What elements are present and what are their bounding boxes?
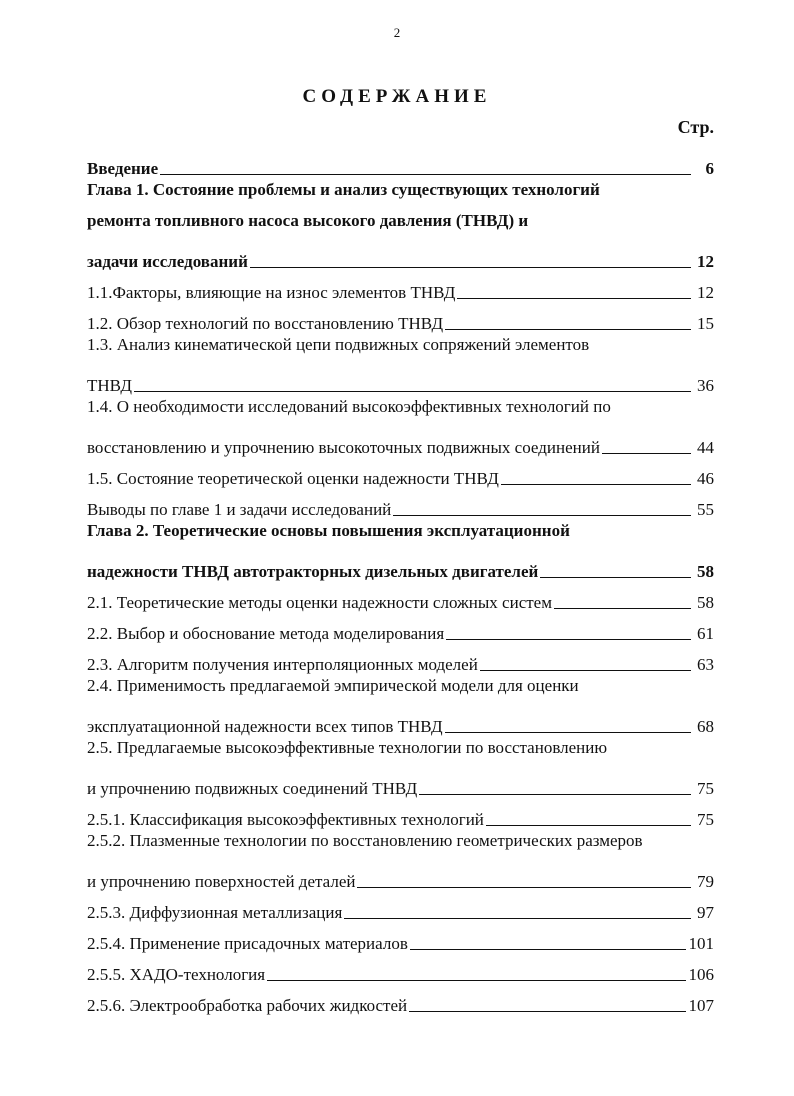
toc-entry-text: Выводы по главе 1 и задачи исследований	[87, 500, 392, 519]
toc-page-number: 61	[697, 624, 714, 643]
toc-entry-text: 2.5. Предлагаемые высокоэффективные технологии по восстановлению	[87, 738, 608, 757]
toc-entry-text: 1.1.Факторы, влияющие на износ элементов ТНВД	[87, 283, 456, 302]
toc-leader-line	[540, 576, 691, 578]
toc-page-number: 101	[688, 934, 714, 953]
toc-entry-line	[87, 954, 714, 985]
toc-page-number: 79	[697, 872, 714, 891]
toc-leader-line	[445, 328, 691, 330]
toc-entry-text: восстановлению и упрочнению высокоточных подвижных соединений	[87, 438, 600, 457]
toc-entry-text: 1.4. О необходимости исследований высокоэффективных технологий по	[87, 397, 611, 416]
toc-page-number: 58	[697, 562, 714, 581]
toc-entry-line	[87, 861, 714, 892]
toc-page-number: 6	[705, 159, 714, 178]
toc-page-number: 106	[688, 965, 714, 984]
toc-page-number: 15	[697, 314, 714, 333]
toc-entry-line	[87, 768, 714, 799]
toc-leader-line	[267, 979, 685, 981]
toc-leader-line	[446, 638, 691, 640]
toc-entry-text: 1.5. Состояние теоретической оценки надежности ТНВД	[87, 469, 499, 488]
toc-page-number: 58	[697, 593, 714, 612]
toc-entry-text: Глава 1. Состояние проблемы и анализ существующих технологий	[87, 180, 600, 199]
toc-leader-line	[501, 483, 691, 485]
toc-entry-text: 2.5.1. Классификация высокоэффективных технологий	[87, 810, 484, 829]
toc-entry-line	[87, 272, 714, 303]
toc-leader-line	[393, 514, 691, 516]
toc-entry-text: и упрочнению подвижных соединений ТНВД	[87, 779, 418, 798]
toc-entry-text: 2.5.6. Электрообработка рабочих жидкостей	[87, 996, 408, 1015]
toc-page-number: 46	[697, 469, 714, 488]
toc-entry-text: ТНВД	[87, 376, 132, 395]
toc-entry-text: Введение	[87, 159, 159, 178]
toc-leader-line	[486, 824, 691, 826]
toc-page-number: 12	[697, 283, 714, 302]
toc-entry-line	[87, 303, 714, 334]
toc-leader-line	[134, 390, 691, 392]
toc-leader-line	[344, 917, 691, 919]
toc-entry-text: 1.3. Анализ кинематической цепи подвижных сопряжений элементов	[87, 335, 590, 354]
toc-entry-line	[87, 799, 714, 830]
toc-entry-text: 2.2. Выбор и обоснование метода моделирования	[87, 624, 445, 643]
toc-leader-line	[419, 793, 691, 795]
toc-leader-line	[409, 1010, 685, 1012]
toc-entry-line	[87, 334, 714, 365]
toc-entry-line	[87, 582, 714, 613]
toc-leader-line	[554, 607, 691, 609]
page-column-label: Стр.	[677, 117, 714, 137]
toc-leader-line	[410, 948, 686, 950]
toc-entry-text: 2.4. Применимость предлагаемой эмпирической модели для оценки	[87, 676, 579, 695]
toc-entry-line	[87, 458, 714, 489]
toc-entry-text: 2.5.5. ХАДО-технология	[87, 965, 266, 984]
toc-leader-line	[457, 297, 691, 299]
toc-entry-line	[87, 365, 714, 396]
toc-entry-line	[87, 675, 714, 706]
toc-leader-line	[480, 669, 691, 671]
toc-entry-text: 2.5.4. Применение присадочных материалов	[87, 934, 408, 953]
toc-entry-line	[87, 830, 714, 861]
page-title: СОДЕРЖАНИЕ	[302, 86, 492, 107]
toc-entry-text: 2.3. Алгоритм получения интерполяционных моделей	[87, 655, 478, 674]
toc-page-number: 68	[697, 717, 714, 736]
toc-entry-line	[87, 551, 714, 582]
toc-entry-line	[87, 923, 714, 954]
toc-entry-text: надежности ТНВД автотракторных дизельных двигателей	[87, 562, 539, 581]
toc-page-number: 107	[688, 996, 714, 1015]
toc-entry-text: задачи исследований	[87, 252, 248, 271]
toc-entry-line	[87, 892, 714, 923]
toc-page-number: 55	[697, 500, 714, 519]
toc-entry-text: 2.5.3. Диффузионная металлизация	[87, 903, 343, 922]
toc-entry-line	[87, 520, 714, 551]
table-of-contents	[87, 148, 714, 1016]
toc-entry-line	[87, 148, 714, 179]
toc-entry-line	[87, 985, 714, 1016]
toc-entry-line	[87, 613, 714, 644]
toc-page-number: 36	[697, 376, 714, 395]
toc-entry-line	[87, 179, 714, 210]
page-number: 2	[393, 25, 401, 40]
toc-entry-line	[87, 210, 714, 241]
toc-entry-line	[87, 241, 714, 272]
toc-page-number: 97	[697, 903, 714, 922]
toc-entry-text: и упрочнению поверхностей деталей	[87, 872, 356, 891]
toc-entry-line	[87, 427, 714, 458]
toc-leader-line	[445, 731, 691, 733]
toc-entry-text: 2.1. Теоретические методы оценки надежности сложных систем	[87, 593, 552, 612]
toc-entry-line	[87, 737, 714, 768]
toc-leader-line	[160, 173, 691, 175]
toc-entry-text: 2.5.2. Плазменные технологии по восстановлению геометрических размеров	[87, 831, 643, 850]
toc-page-number: 12	[697, 252, 714, 271]
toc-entry-line	[87, 706, 714, 737]
toc-entry-line	[87, 489, 714, 520]
toc-page-number: 75	[697, 810, 714, 829]
toc-entry-line	[87, 644, 714, 675]
toc-leader-line	[602, 452, 691, 454]
toc-page-number: 44	[697, 438, 714, 457]
toc-entry-line	[87, 396, 714, 427]
toc-page-number: 63	[697, 655, 714, 674]
toc-leader-line	[250, 266, 691, 268]
toc-leader-line	[357, 886, 691, 888]
toc-page-number: 75	[697, 779, 714, 798]
toc-entry-text: эксплуатационной надежности всех типов ТНВД	[87, 717, 443, 736]
toc-entry-text: 1.2. Обзор технологий по восстановлению ТНВД	[87, 314, 444, 333]
toc-entry-text: Глава 2. Теоретические основы повышения эксплуатационной	[87, 521, 570, 540]
toc-entry-text: ремонта топливного насоса высокого давления (ТНВД) и	[87, 211, 529, 230]
